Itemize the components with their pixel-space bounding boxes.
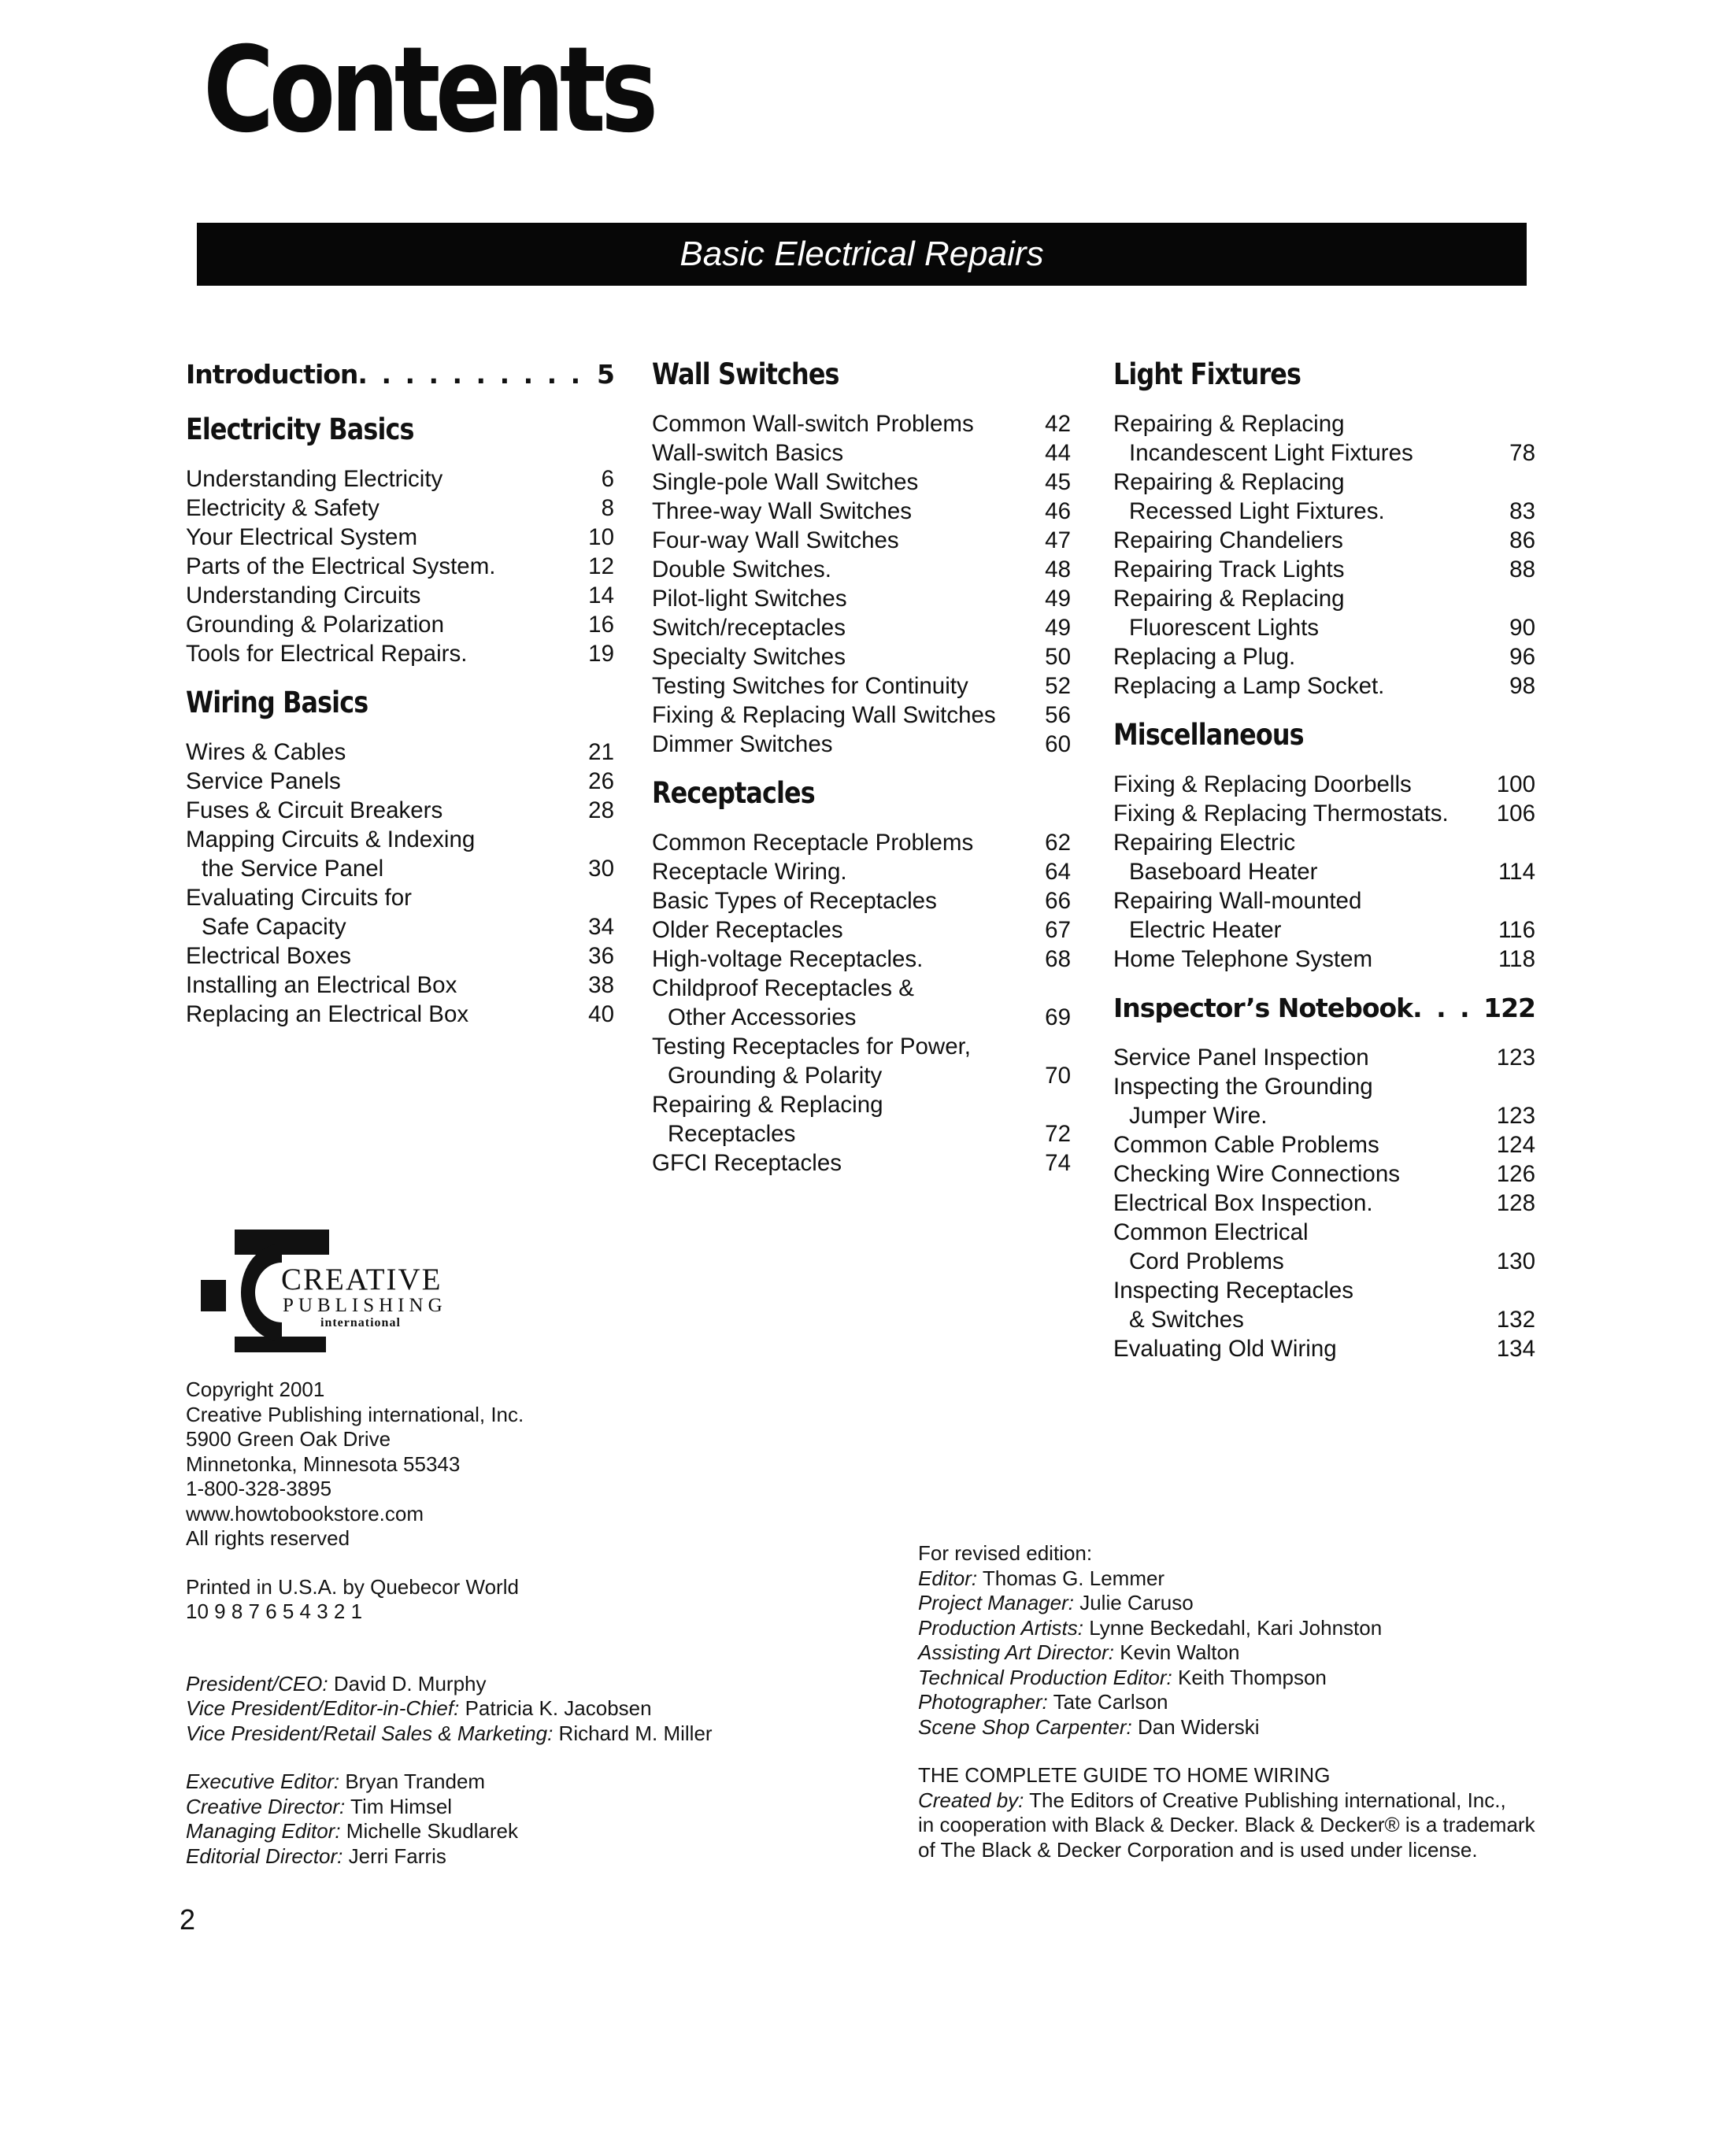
toc-entry[interactable] (652, 497, 1071, 526)
imprint-line: 10 9 8 7 6 5 4 3 2 1 (186, 1599, 363, 1623)
toc-heading-title: Introduction (186, 359, 358, 390)
toc-entry-page: 96 (1509, 644, 1535, 670)
toc-entry-title: Inspecting Receptacles (1113, 1278, 1354, 1304)
toc-list-wall-switches (652, 409, 1071, 759)
logo-line-creative: CREATIVE (281, 1263, 442, 1296)
toc-entry-title: Fuses & Circuit Breakers (186, 797, 443, 823)
toc-entry-title: GFCI Receptacles (652, 1150, 842, 1176)
toc-entry[interactable] (186, 738, 614, 767)
toc-column-3 (1113, 354, 1535, 1363)
credit-name: Dan Widerski (1137, 1714, 1260, 1739)
publisher-wordmark (281, 1264, 447, 1330)
toc-entry-page: 46 (1045, 498, 1071, 524)
toc-entry-title: Switch/receptacles (652, 615, 846, 641)
toc-entry-title: Older Receptacles (652, 917, 843, 943)
toc-entry-title-cont: Fluorescent Lights (1129, 615, 1320, 641)
toc-entry-page: 67 (1045, 917, 1071, 943)
toc-entry-title: Replacing a Lamp Socket. (1113, 673, 1385, 699)
toc-entry-title: High-voltage Receptacles. (652, 946, 924, 972)
credit-role: Managing Editor: (186, 1819, 341, 1843)
toc-entry-page: 70 (1045, 1063, 1071, 1089)
credit-role: Editorial Director: (186, 1844, 343, 1868)
toc-entry[interactable] (652, 613, 1071, 642)
toc-entry-title: Testing Receptacles for Power, (652, 1034, 972, 1060)
toc-entry[interactable] (652, 730, 1071, 759)
toc-heading-electricity-basics[interactable]: Electricity Basics (186, 412, 414, 446)
toc-entry[interactable] (186, 610, 614, 639)
toc-entry[interactable] (652, 1032, 1071, 1090)
toc-entry-page: 47 (1045, 527, 1071, 553)
credit-line (186, 1721, 713, 1747)
toc-entry-page: 66 (1045, 888, 1071, 914)
toc-entry-title: Three-way Wall Switches (652, 498, 913, 524)
toc-entry[interactable] (1113, 1043, 1535, 1072)
credit-line (186, 1770, 713, 1795)
toc-entry-title: Testing Switches for Continuity (652, 673, 968, 699)
toc-entry[interactable] (652, 857, 1071, 886)
credit-role: Executive Editor: (186, 1770, 340, 1793)
toc-heading-miscellaneous[interactable]: Miscellaneous (1113, 718, 1304, 752)
credit-role: Vice President/Editor-in-Chief: (186, 1696, 460, 1720)
toc-entry-page: 116 (1498, 917, 1535, 943)
toc-entry-title: Common Receptacle Problems (652, 830, 974, 856)
toc-entry-page: 118 (1498, 946, 1535, 972)
toc-list-inspectors-notebook (1113, 1043, 1535, 1363)
toc-entry[interactable] (652, 409, 1071, 438)
toc-entry-title: Four-way Wall Switches (652, 527, 899, 553)
imprint-line: Minnetonka, Minnesota 55343 (186, 1452, 461, 1476)
toc-entry-page: 56 (1045, 702, 1071, 728)
toc-entry[interactable] (186, 883, 614, 941)
toc-entry-title: Repairing & Replacing (1113, 411, 1345, 437)
credit-name: Kevin Walton (1120, 1640, 1240, 1664)
credit-name: Bryan Trandem (345, 1770, 486, 1793)
toc-entry-page: 130 (1496, 1248, 1535, 1274)
toc-entry-title: Understanding Electricity (186, 466, 443, 492)
toc-entry-page: 64 (1045, 859, 1071, 885)
logo-line-publishing: PUBLISHING (283, 1295, 447, 1316)
toc-entry[interactable] (652, 945, 1071, 974)
toc-entry-title: Grounding & Polarization (186, 612, 444, 638)
dot-leader (1413, 988, 1483, 1029)
toc-entry-title: Checking Wire Connections (1113, 1161, 1400, 1187)
toc-entry[interactable] (1113, 770, 1535, 799)
toc-entry-page: 42 (1045, 411, 1071, 437)
toc-entry-title: Fixing & Replacing Doorbells (1113, 771, 1412, 797)
toc-entry-title: Wires & Cables (186, 739, 346, 765)
toc-entry[interactable] (1113, 671, 1535, 701)
credit-line (918, 1640, 1535, 1666)
toc-list-receptacles (652, 828, 1071, 1178)
toc-entry-title-cont: & Switches (1129, 1307, 1244, 1333)
toc-entry[interactable] (652, 828, 1071, 857)
toc-entry-title-cont: Receptacles (668, 1121, 796, 1147)
toc-entry-title: Repairing Wall-mounted (1113, 888, 1362, 914)
toc-column-2 (652, 354, 1071, 1178)
credit-role: Scene Shop Carpenter: (918, 1714, 1132, 1739)
trademark-line: in cooperation with Black & Decker. Black & Decker® is a trademark (918, 1813, 1535, 1836)
toc-entry[interactable] (186, 796, 614, 825)
toc-entry[interactable] (1113, 1072, 1535, 1130)
toc-entry-title: Electricity & Safety (186, 495, 380, 521)
toc-entry-title: Service Panel Inspection (1113, 1045, 1369, 1071)
credit-line (918, 1616, 1535, 1641)
logo-line-international: international (320, 1316, 401, 1329)
toc-entry-title: Single-pole Wall Switches (652, 469, 919, 495)
toc-entry-page: 123 (1496, 1045, 1535, 1071)
toc-entry-title: Home Telephone System (1113, 946, 1373, 972)
toc-entry[interactable] (652, 701, 1071, 730)
toc-entry-page: 44 (1045, 440, 1071, 466)
credit-line (918, 1666, 1535, 1691)
toc-entry-page: 132 (1496, 1307, 1535, 1333)
toc-entry-page: 100 (1496, 771, 1535, 797)
created-by-text: The Editors of Creative Publishing international, Inc., (1029, 1788, 1506, 1812)
toc-entry-title: Understanding Circuits (186, 582, 421, 608)
created-by-line (918, 1788, 1535, 1814)
credit-line (186, 1696, 713, 1721)
toc-entry[interactable] (1113, 555, 1535, 584)
toc-entry-title-cont: Safe Capacity (202, 914, 346, 940)
toc-entry-title: Evaluating Circuits for (186, 885, 412, 911)
toc-entry-title: Repairing Track Lights (1113, 557, 1345, 582)
page-number: 2 (180, 1903, 196, 1936)
toc-entry[interactable] (1113, 886, 1535, 945)
toc-entry-page: 40 (588, 1001, 614, 1027)
toc-entry[interactable] (1113, 1276, 1535, 1334)
toc-entry-title: Specialty Switches (652, 644, 846, 670)
toc-list-light-fixtures (1113, 409, 1535, 701)
toc-entry[interactable] (652, 438, 1071, 468)
imprint-line: Copyright 2001 (186, 1378, 325, 1401)
toc-entry-page: 14 (588, 582, 614, 608)
toc-list-wiring-basics (186, 738, 614, 1029)
toc-entry[interactable] (1113, 1218, 1535, 1276)
toc-entry-title: Inspecting the Grounding (1113, 1074, 1373, 1100)
credit-role: Vice President/Retail Sales & Marketing: (186, 1721, 554, 1745)
toc-entry-page: 60 (1045, 731, 1071, 757)
imprint-line: 1-800-328-3895 (186, 1477, 332, 1500)
toc-entry-title-cont: Incandescent Light Fixtures (1129, 440, 1413, 466)
toc-entry[interactable] (186, 552, 614, 581)
toc-entry-title: Parts of the Electrical System. (186, 553, 496, 579)
credit-name: Richard M. Miller (558, 1721, 713, 1745)
toc-entry-page: 128 (1496, 1190, 1535, 1216)
toc-entry-title: Service Panels (186, 768, 341, 794)
toc-entry-page: 10 (588, 524, 614, 550)
toc-entry-title-cont: Baseboard Heater (1129, 859, 1318, 885)
toc-entry[interactable] (186, 639, 614, 668)
toc-entry-title: Common Electrical (1113, 1219, 1309, 1245)
credit-name: Tim Himsel (350, 1794, 453, 1818)
credit-name: Lynne Beckedahl, Kari Johnston (1089, 1615, 1383, 1640)
toc-entry[interactable] (652, 671, 1071, 701)
toc-entry-page: 49 (1045, 615, 1071, 641)
book-title: THE COMPLETE GUIDE TO HOME WIRING (918, 1763, 1331, 1787)
credit-name: Jerri Farris (348, 1844, 446, 1868)
toc-heading-light-fixtures[interactable]: Light Fixtures (1113, 357, 1301, 391)
toc-entry-title: Wall-switch Basics (652, 440, 844, 466)
toc-entry-page: 114 (1498, 859, 1535, 885)
imprint-line: 5900 Green Oak Drive (186, 1427, 391, 1451)
toc-entry-title: Common Cable Problems (1113, 1132, 1379, 1158)
toc-entry[interactable] (186, 581, 614, 610)
toc-entry-page: 16 (588, 612, 614, 638)
credit-name: David D. Murphy (333, 1671, 487, 1696)
toc-entry-title-cont: Jumper Wire. (1129, 1103, 1268, 1129)
credit-line (918, 1690, 1535, 1715)
toc-entry-title: Receptacle Wiring. (652, 859, 847, 885)
toc-entry-title-cont: Electric Heater (1129, 917, 1282, 943)
toc-entry[interactable] (652, 555, 1071, 584)
toc-entry-page: 38 (588, 972, 614, 998)
toc-entry[interactable] (652, 1090, 1071, 1148)
imprint-line: Creative Publishing international, Inc. (186, 1402, 524, 1426)
toc-entry-page: 34 (588, 914, 614, 940)
toc-entry[interactable] (652, 915, 1071, 945)
toc-entry-page: 30 (588, 856, 614, 882)
toc-entry-page: 50 (1045, 644, 1071, 670)
imprint-line: All rights reserved (186, 1526, 350, 1550)
toc-entry-title-cont: the Service Panel (202, 856, 384, 882)
imprint-line: Printed in U.S.A. by Quebecor World (186, 1574, 519, 1599)
toc-entry[interactable] (652, 1148, 1071, 1178)
toc-entry-page: 88 (1509, 557, 1535, 582)
toc-entry[interactable] (1113, 1159, 1535, 1189)
toc-entry-title: Repairing Chandeliers (1113, 527, 1343, 553)
toc-entry-title: Repairing & Replacing (1113, 469, 1345, 495)
toc-entry-title: Fixing & Replacing Wall Switches (652, 702, 996, 728)
toc-entry-page: 134 (1496, 1336, 1535, 1362)
toc-heading-introduction[interactable] (186, 354, 614, 395)
toc-entry[interactable] (186, 825, 614, 883)
toc-entry-page: 36 (588, 943, 614, 969)
toc-entry-title: Mapping Circuits & Indexing (186, 827, 476, 852)
toc-entry[interactable] (1113, 1189, 1535, 1218)
toc-entry-page: 74 (1045, 1150, 1071, 1176)
toc-entry[interactable] (652, 642, 1071, 671)
toc-entry[interactable] (186, 464, 614, 494)
toc-list-electricity-basics (186, 464, 614, 668)
toc-entry-page: 21 (588, 739, 614, 765)
toc-entry-title: Evaluating Old Wiring (1113, 1336, 1337, 1362)
credit-line (186, 1795, 713, 1820)
toc-entry-title: Replacing a Plug. (1113, 644, 1296, 670)
toc-entry-page: 8 (601, 495, 614, 521)
dot-leader (357, 354, 597, 395)
toc-entry-page: 78 (1509, 440, 1535, 466)
toc-entry-title: Pilot-light Switches (652, 586, 847, 612)
toc-entry[interactable] (652, 468, 1071, 497)
credit-name: Tate Carlson (1053, 1690, 1168, 1714)
credit-name: Patricia K. Jacobsen (465, 1696, 652, 1720)
toc-entry-title: Fixing & Replacing Thermostats. (1113, 801, 1449, 827)
toc-entry[interactable] (1113, 468, 1535, 526)
toc-entry-title: Tools for Electrical Repairs. (186, 641, 468, 667)
toc-entry[interactable] (1113, 1130, 1535, 1159)
toc-heading-page: 5 (597, 359, 614, 390)
toc-entry-page: 124 (1496, 1132, 1535, 1158)
credit-line (186, 1819, 713, 1844)
credit-role: President/CEO: (186, 1671, 328, 1696)
toc-entry-page: 68 (1045, 946, 1071, 972)
toc-heading-wiring-basics[interactable]: Wiring Basics (186, 686, 368, 719)
toc-entry-title: Repairing Electric (1113, 830, 1296, 856)
toc-entry-page: 48 (1045, 557, 1071, 582)
toc-entry[interactable] (186, 494, 614, 523)
credit-role: Project Manager: (918, 1591, 1074, 1614)
credit-role: Editor: (918, 1566, 978, 1590)
toc-entry-page: 12 (588, 553, 614, 579)
credit-line (918, 1566, 1535, 1592)
toc-entry-page: 72 (1045, 1121, 1071, 1147)
toc-heading-receptacles[interactable]: Receptacles (652, 776, 815, 810)
credit-line (918, 1715, 1535, 1740)
toc-entry[interactable] (186, 1000, 614, 1029)
toc-entry-page: 98 (1509, 673, 1535, 699)
toc-entry-page: 83 (1509, 498, 1535, 524)
credit-role: Technical Production Editor: (918, 1665, 1172, 1689)
toc-entry-title: Electrical Boxes (186, 943, 351, 969)
toc-entry[interactable] (652, 886, 1071, 915)
toc-entry-page: 26 (588, 768, 614, 794)
credit-name: Julie Caruso (1079, 1591, 1194, 1614)
toc-entry[interactable] (1113, 526, 1535, 555)
toc-entry[interactable] (1113, 799, 1535, 828)
toc-entry-title: Electrical Box Inspection. (1113, 1190, 1373, 1216)
toc-heading-wall-switches[interactable]: Wall Switches (652, 357, 839, 391)
toc-entry-title-cont: Cord Problems (1129, 1248, 1284, 1274)
toc-entry[interactable] (652, 584, 1071, 613)
toc-entry-title: Basic Types of Receptacles (652, 888, 937, 914)
created-by-label: Created by: (918, 1788, 1024, 1812)
toc-heading-page: 122 (1483, 993, 1535, 1023)
toc-entry-page: 126 (1496, 1161, 1535, 1187)
toc-entry[interactable] (186, 971, 614, 1000)
toc-entry-page: 6 (601, 466, 614, 492)
credit-role: Creative Director: (186, 1794, 346, 1818)
toc-entry[interactable] (652, 974, 1071, 1032)
toc-entry-title: Double Switches. (652, 557, 831, 582)
toc-list-miscellaneous (1113, 770, 1535, 974)
toc-entry-title-cont: Recessed Light Fixtures. (1129, 498, 1385, 524)
toc-entry-title: Your Electrical System (186, 524, 418, 550)
toc-entry[interactable] (186, 523, 614, 552)
credit-role: Photographer: (918, 1690, 1048, 1714)
toc-entry[interactable] (1113, 409, 1535, 468)
toc-entry[interactable] (186, 767, 614, 796)
credit-name: Keith Thompson (1178, 1665, 1327, 1689)
toc-entry[interactable] (186, 941, 614, 971)
toc-heading-inspectors-notebook[interactable] (1113, 988, 1535, 1029)
toc-entry[interactable] (652, 526, 1071, 555)
toc-entry-title-cont: Grounding & Polarity (668, 1063, 883, 1089)
toc-column-1 (186, 354, 614, 1029)
credit-name: Thomas G. Lemmer (982, 1566, 1165, 1590)
toc-entry[interactable] (1113, 1334, 1535, 1363)
toc-entry-page: 19 (588, 641, 614, 667)
toc-entry[interactable] (1113, 642, 1535, 671)
toc-entry-page: 86 (1509, 527, 1535, 553)
toc-entry-page: 123 (1496, 1103, 1535, 1129)
toc-entry-title: Repairing & Replacing (1113, 586, 1345, 612)
publisher-url[interactable]: www.howtobookstore.com (186, 1501, 424, 1525)
credit-name: Michelle Skudlarek (346, 1819, 519, 1843)
toc-entry-title: Dimmer Switches (652, 731, 833, 757)
credit-line (186, 1844, 713, 1869)
page-title: Contents (203, 22, 654, 159)
toc-entry-title: Installing an Electrical Box (186, 972, 457, 998)
toc-entry[interactable] (1113, 945, 1535, 974)
toc-entry-page: 90 (1509, 615, 1535, 641)
toc-entry-title: Common Wall-switch Problems (652, 411, 974, 437)
credit-role: Production Artists: (918, 1615, 1084, 1640)
toc-entry[interactable] (1113, 584, 1535, 642)
toc-entry-title: Childproof Receptacles & (652, 975, 914, 1001)
toc-entry-title: Replacing an Electrical Box (186, 1001, 469, 1027)
toc-entry-title: Repairing & Replacing (652, 1092, 883, 1118)
credit-line (918, 1591, 1535, 1616)
imprint-right (918, 1541, 1535, 1862)
toc-entry-page: 69 (1045, 1004, 1071, 1030)
toc-entry-page: 106 (1496, 801, 1535, 827)
toc-entry-page: 49 (1045, 586, 1071, 612)
toc-entry-page: 45 (1045, 469, 1071, 495)
toc-entry-title-cont: Other Accessories (668, 1004, 857, 1030)
section-banner: Basic Electrical Repairs (197, 223, 1527, 286)
revised-edition-heading: For revised edition: (918, 1541, 1093, 1565)
toc-entry[interactable] (1113, 828, 1535, 886)
credit-line (186, 1672, 713, 1697)
credit-role: Assisting Art Director: (918, 1640, 1114, 1664)
toc-entry-page: 28 (588, 797, 614, 823)
toc-entry-page: 62 (1045, 830, 1071, 856)
toc-heading-title: Inspector’s Notebook (1113, 993, 1413, 1023)
trademark-line: of The Black & Decker Corporation and is used under license. (918, 1837, 1478, 1862)
imprint-left (186, 1378, 713, 1869)
toc-entry-page: 52 (1045, 673, 1071, 699)
